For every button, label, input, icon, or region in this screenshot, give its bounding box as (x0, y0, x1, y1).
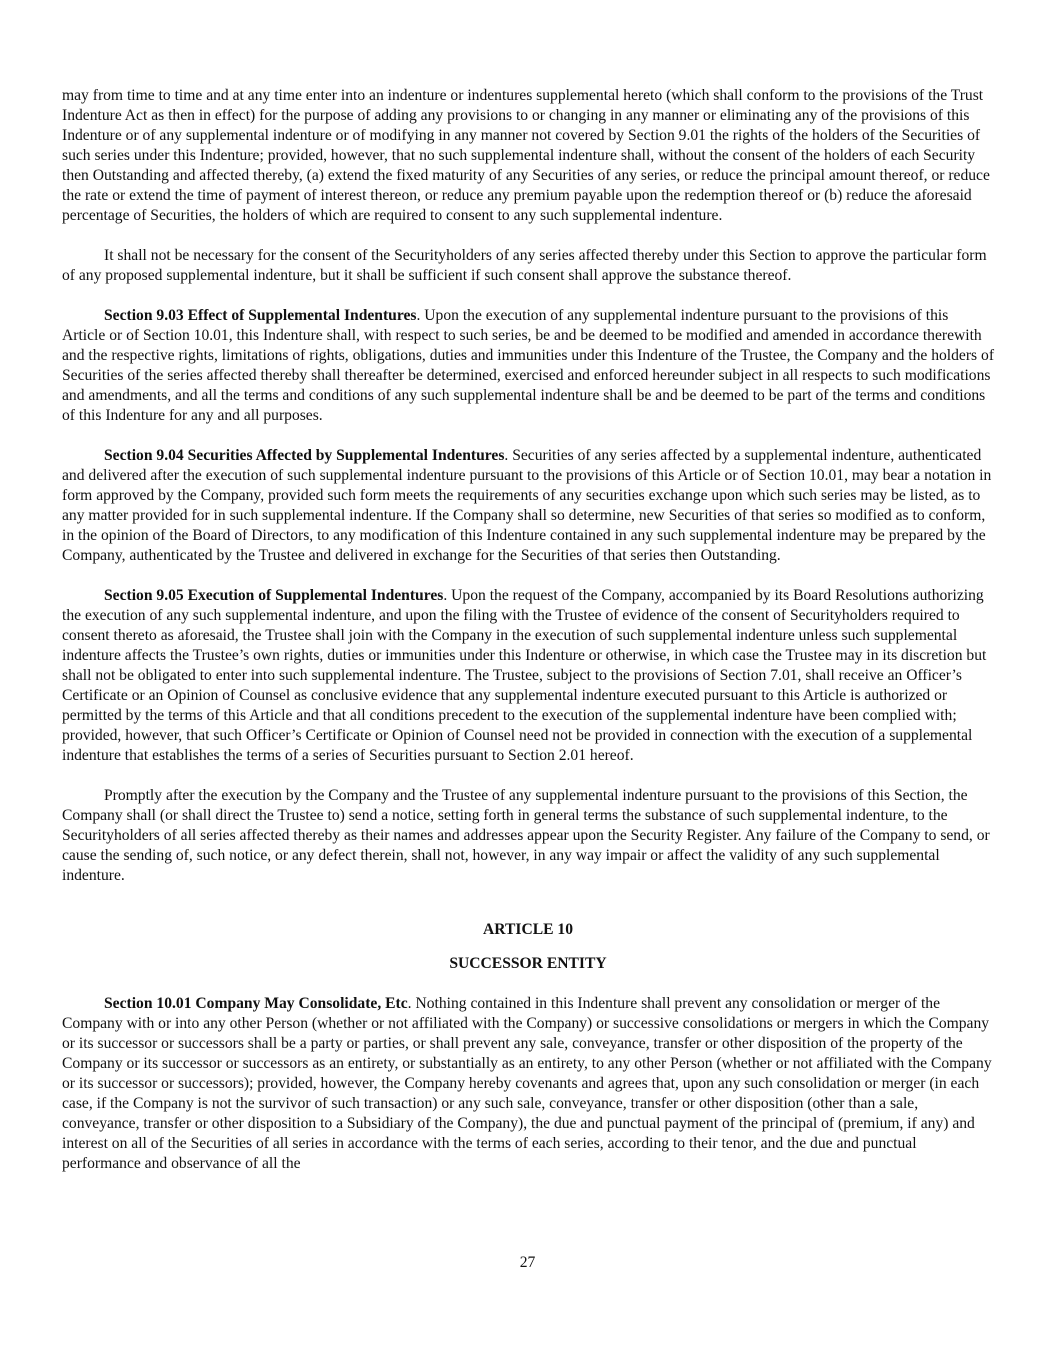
section-9-04-body: . Securities of any series affected by a supplemental indenture, authenticated and delivered after the execution of such supplemental indenture pursuant to the provisions of this Article or of Section 10.01, may bear a notation in form approved by the Company, provided such form meets the requirements of any securities exchange upon which such series may be listed, as to any matter provided for in such supplemental indenture. If the Company shall so determine, new Securities of that series so modified as to conform, in the opinion of the Board of Directors, to any modification of this Indenture contained in any such supplemental indenture may be prepared by the Company, authenticated by the Trustee and delivered in exchange for the Securities of that series then Outstanding. (62, 447, 992, 564)
article-title: SUCCESSOR ENTITY (449, 955, 607, 972)
section-9-04-heading: Section 9.04 Securities Affected by Supplemental Indentures (104, 447, 505, 464)
section-9-04 (62, 446, 994, 566)
article-number: ARTICLE 10 (483, 921, 573, 938)
section-9-03-heading: Section 9.03 Effect of Supplemental Indentures (104, 307, 417, 324)
document-page (62, 86, 994, 1194)
paragraph-notice: Promptly after the execution by the Company and the Trustee of any supplemental indenture pursuant to the provisions of this Section, the Company shall (or shall direct the Trustee to) send a notice, setting forth in general terms the substance of such supplemental indenture, to the Securityholders of all series affected thereby as their names and addresses appear upon the Security Register. Any failure of the Company to send, or cause the sending of, such notice, or any defect therein, shall not, however, in any way impair or affect the validity of any such supplemental indenture. (62, 787, 990, 884)
section-10-01 (62, 994, 994, 1174)
page-number: 27 (519, 1254, 536, 1271)
section-9-05-body: . Upon the request of the Company, accompanied by its Board Resolutions authorizing the execution of any such supplemental indenture, and upon the filing with the Trustee of evidence of the consent of Securityholders required to consent thereto as aforesaid, the Trustee shall join with the Company in the execution of such supplemental indenture unless such supplemental indenture affects the Trustee’s own rights, duties or immunities under this Indenture or otherwise, in which case the Trustee may in its discretion but shall not be obligated to enter into such supplemental indenture. The Trustee, subject to the provisions of Section 7.01, shall receive an Officer’s Certificate or an Opinion of Counsel as conclusive evidence that any supplemental indenture executed pursuant to this Article is authorized or permitted by the terms of this Article and that all conditions precedent to the execution of the supplemental indenture have been complied with; provided, however, that such Officer’s Certificate or Opinion of Counsel need not be provided in connection with the execution of a supplemental indenture that establishes the terms of a series of Securities pursuant to Section 2.01 hereof. (62, 587, 987, 764)
section-9-03 (62, 306, 994, 426)
section-10-01-body: . Nothing contained in this Indenture shall prevent any consolidation or merger of the Company with or into any other Person (whether or not affiliated with the Company) or successive consolidations or mergers in which the Company or its successor or successors shall be a party or parties, or shall prevent any sale, conveyance, transfer or other disposition of the property of the Company or its successor or successors as an entirety, or substantially as an entirety, to any other Person (whether or not affiliated with the Company or its successor or successors); provided, however, the Company hereby covenants and agrees that, upon any such consolidation or merger (in each case, if the Company is not the survivor of such transaction) or any such sale, conveyance, transfer or other disposition (other than a sale, conveyance, transfer or other disposition to a Subsidiary of the Company), the due and punctual payment of the principal of (premium, if any) and interest on all of the Securities of all series in accordance with the terms of each series, according to their tenor, and the due and punctual performance and observance of all the (62, 995, 992, 1172)
section-9-03-body: . Upon the execution of any supplemental indenture pursuant to the provisions of this Article or of Section 10.01, this Indenture shall, with respect to such series, be and be deemed to be modified and amended in accordance therewith and the respective rights, limitations of rights, obligations, duties and immunities under this Indenture of the Trustee, the Company and the holders of Securities of the series affected thereby shall thereafter be determined, exercised and enforced hereunder subject in all respects to such modifications and amendments, and all the terms and conditions of any such supplemental indenture shall be and be deemed to be part of the terms and conditions of this Indenture for any and all purposes. (62, 307, 995, 424)
section-9-05-heading: Section 9.05 Execution of Supplemental Indentures (104, 587, 444, 604)
section-9-05 (62, 586, 994, 766)
section-10-01-heading: Section 10.01 Company May Consolidate, Etc (104, 995, 408, 1012)
paragraph-continuation: may from time to time and at any time enter into an indenture or indentures supplemental hereto (which shall conform to the provisions of the Trust Indenture Act as then in effect) for the purpose of adding any provisions to or changing in any manner or eliminating any of the provisions of this Indenture or of any supplemental indenture or of modifying in any manner not covered by Section 9.01 the rights of the holders of the Securities of such series under this Indenture; provided, however, that no such supplemental indenture shall, without the consent of the holders of each Security then Outstanding and affected thereby, (a) extend the fixed maturity of any Securities of any series, or reduce the principal amount thereof, or reduce the rate or extend the time of payment of interest thereon, or reduce any premium payable upon the redemption thereof or (b) reduce the aforesaid percentage of Securities, the holders of which are required to consent to any such supplemental indenture. (62, 87, 990, 224)
paragraph-consent-form: It shall not be necessary for the consent of the Securityholders of any series affected thereby under this Section to approve the particular form of any proposed supplemental indenture, but it shall be sufficient if such consent shall approve the substance thereof. (62, 247, 987, 284)
